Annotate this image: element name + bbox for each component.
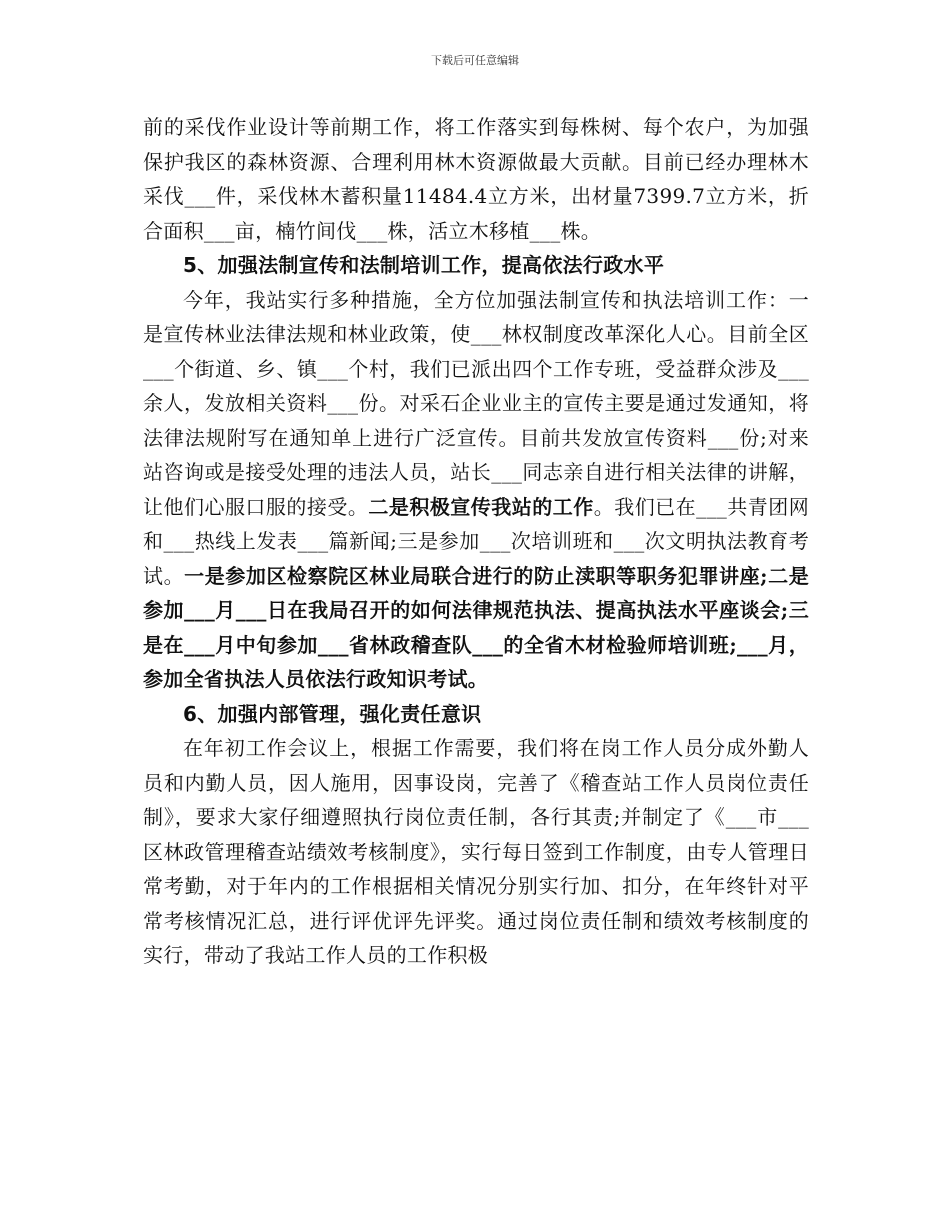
paragraph-1: 前的采伐作业设计等前期工作，将工作落实到每株树、每个农户，为加强保护我区的森林资源、合理利用林木资源做最大贡献。目前已经办理林木采伐___件，采伐林木蓄积量11484.4立方米，出材量7399.7立方米，折合面积___亩，楠竹间伐___株，活立木移植___株。 <box>143 115 809 243</box>
paragraph-2 <box>143 283 809 697</box>
paragraph-2-bold-d: 一是参加区检察院区林业局联合进行的防止渎职等职务犯罪讲座;二是参加___月___日在我局召开的如何法律规范执法、提高执法水平座谈会;三是在___月中旬参加___省林政稽查队___的全省木材检验师培训班;___月，参加全省执法人员依法行政知识考试。 <box>143 563 809 691</box>
paragraph-2-bold-b: 二是积极宣传我站的工作 <box>368 494 594 519</box>
paragraph-3: 在年初工作会议上，根据工作需要，我们将在岗工作人员分成外勤人员和内勤人员，因人施用，因事设岗，完善了《稽查站工作人员岗位责任制》，要求大家仔细遵照执行岗位责任制，各行其责;并制定了《___市___区林政管理稽查站绩效考核制度》，实行每日签到工作制度，由专人管理日常考勤，对于年内的工作根据相关情况分别实行加、扣分，在年终针对平常考核情况汇总，进行评优评先评奖。通过岗位责任制和绩效考核制度的实行，带动了我站工作人员的工作积极 <box>143 736 809 967</box>
paragraph-2-text-c: 。我们已在___共青团网和___热线上发表___篇新闻;三是参加___次培训班和___次文明执法教育考试。 <box>143 494 809 588</box>
section-heading-5: 5、加强法制宣传和法制培训工作，提高依法行政水平 <box>183 253 665 277</box>
document-body <box>143 110 809 973</box>
section-heading-6: 6、加强内部管理，强化责任意识 <box>183 701 482 726</box>
page-header: 下载后可任意编辑 <box>431 54 519 67</box>
paragraph-2-text-a: 今年，我站实行多种措施，全方位加强法制宣传和执法培训工作：一是宣传林业法律法规和林业政策，使___林权制度改革深化人心。目前全区___个街道、乡、镇___个村，我们已派出四个工作专班，受益群众涉及___余人，发放相关资料___份。对采石企业业主的宣传主要是通过发通知，将法律法规附写在通知单上进行广泛宣传。目前共发放宣传资料___份;对来站咨询或是接受处理的违法人员，站长___同志亲自进行相关法律的讲解，让他们心服口服的接受。 <box>143 287 809 519</box>
